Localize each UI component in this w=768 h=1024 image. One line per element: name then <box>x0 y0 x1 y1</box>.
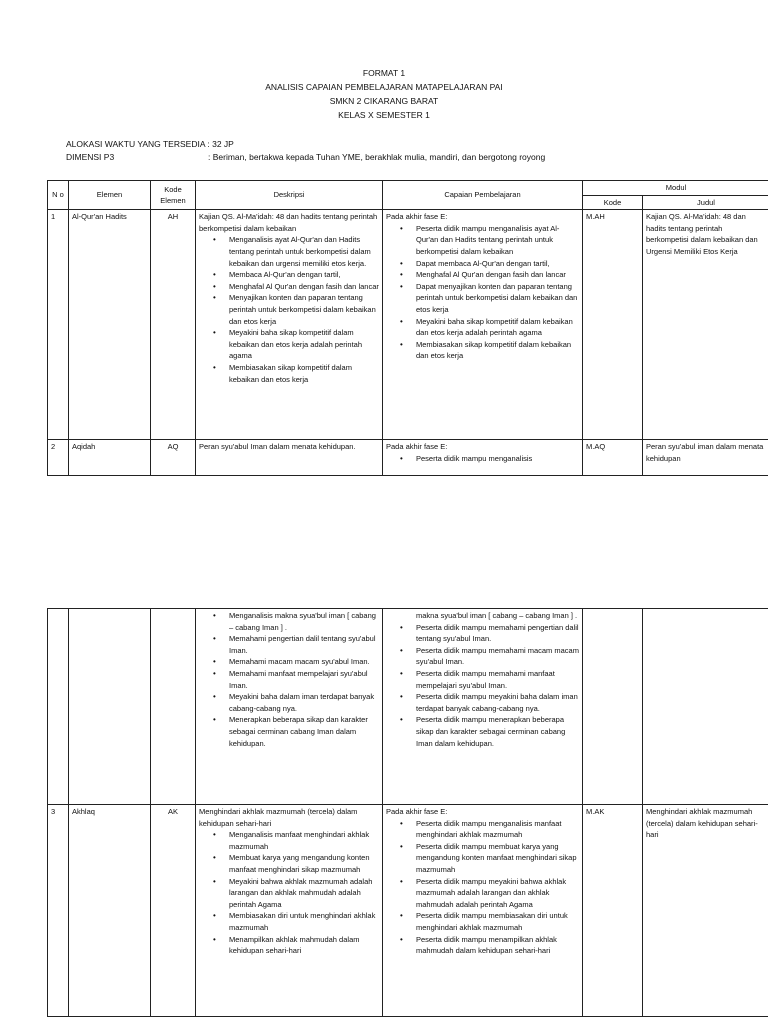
list-item: • Peserta didik mampu menganalisis manfaat menghindari akhlak mazmumah <box>416 818 579 841</box>
table-row <box>48 440 768 476</box>
row-elemen: Al-Qur'an Hadits <box>69 210 151 440</box>
col-kode-elemen-header: Kode Elemen <box>151 181 196 210</box>
list-item: • Meyakini bahwa akhlak mazmumah adalah larangan dan akhlak mahmudah adalah perintah Agama <box>229 876 379 911</box>
list-item: • Peserta didik mampu memahami manfaat mempelajari syu'abul Iman. <box>416 668 579 691</box>
list-item: • Peserta didik mampu memahami macam macam syu'abul Iman. <box>416 645 579 668</box>
list-item: • Membiasakan sikap kompetitif dalam kebaikan dan etos kerja <box>416 339 579 362</box>
row-kode-elemen: AQ <box>151 440 196 476</box>
col-judul-header: Judul <box>643 195 768 210</box>
dimensi-label: DIMENSI P3 <box>66 152 115 162</box>
table-row-continued <box>48 609 768 805</box>
capaian-list <box>386 453 579 465</box>
list-item: • Peserta didik mampu membiasakan diri untuk menghindari akhlak mazmumah <box>416 910 579 933</box>
col-kode-header: Kode <box>583 195 643 210</box>
deskripsi-intro: Menghindari akhlak mazmumah (tercela) dalam kehidupan sehari-hari <box>199 807 358 828</box>
list-item: • Menghafal Al Qur'an dengan fasih dan lancar <box>416 269 579 281</box>
list-item: • Meyakini baha dalam iman terdapat banyak cabang-cabang nya. <box>229 691 379 714</box>
row-modul-kode: M.AK <box>583 805 643 1017</box>
row-no: 2 <box>48 440 69 476</box>
row-capaian <box>383 609 583 805</box>
analysis-table <box>47 180 768 476</box>
list-item: • Menampilkan akhlak mahmudah dalam kehidupan sehari-hari <box>229 934 379 957</box>
deskripsi-list <box>199 610 379 749</box>
row-capaian <box>383 210 583 440</box>
list-item: • Peserta didik mampu menerapkan beberapa sikap dan karakter sebagai cerminan cabang Iman dalam kehidupan. <box>416 714 579 749</box>
list-item: • Memahami manfaat mempelajari syu'abul Iman. <box>229 668 379 691</box>
row-capaian <box>383 440 583 476</box>
table-header-row <box>48 181 768 196</box>
row-modul-judul: Peran syu'abul iman dalam menata kehidupan <box>643 440 768 476</box>
row-modul-judul: Menghindari akhlak mazmumah (tercela) dalam kehidupan sehari-hari <box>643 805 768 1017</box>
row-capaian <box>383 805 583 1017</box>
deskripsi-list <box>199 234 379 385</box>
deskripsi-intro: Peran syu'abul Iman dalam menata kehidupan. <box>199 442 356 452</box>
list-item: • Menganalisis manfaat menghindari akhlak mazmumah <box>229 829 379 852</box>
list-item: • Memahami pengertian dalil tentang syu'abul Iman. <box>229 633 379 656</box>
col-capaian-header: Capaian Pembelajaran <box>383 181 583 210</box>
list-item: • Menyajikan konten dan paparan tentang perintah untuk berkompetisi dalam kebaikan dan etos kerja <box>229 292 379 327</box>
document-page-1 <box>0 0 768 490</box>
analysis-title: ANALISIS CAPAIAN PEMBELAJARAN MATAPELAJARAN PAI <box>265 82 503 92</box>
list-item: • Peserta didik mampu meyakini baha dalam iman terdapat banyak cabang-cabang nya. <box>416 691 579 714</box>
list-item: • Peserta didik mampu membuat karya yang mengandung konten manfaat menghindari sikap mazmumah <box>416 841 579 876</box>
capaian-list <box>386 818 579 957</box>
row-deskripsi <box>196 440 383 476</box>
list-item: • Memahami macam macam syu'abul Iman. <box>229 656 379 668</box>
list-item: • Menganalisis ayat Al-Qur'an dan Hadits tentang perintah untuk berkompetisi dalam kebaikan dan urgensi memiliki etos kerja. <box>229 234 379 269</box>
capaian-intro: Pada akhir fase E: <box>386 442 448 452</box>
row-deskripsi <box>196 805 383 1017</box>
list-item: • Meyakini baha sikap kompetitif dalam kebaikan dan etos kerja adalah perintah agama <box>416 316 579 339</box>
table-row <box>48 805 768 1017</box>
row-deskripsi <box>196 609 383 805</box>
row-elemen: Akhlaq <box>69 805 151 1017</box>
list-item: • Peserta didik mampu menampilkan akhlak mahmudah dalam kehidupan sehari-hari <box>416 934 579 957</box>
row-kode-elemen: AH <box>151 210 196 440</box>
list-item: • Membaca Al-Qur'an dengan tartil, <box>229 269 379 281</box>
list-item: • Menerapkan beberapa sikap dan karakter sebagai cerminan cabang Iman dalam kehidupan. <box>229 714 379 749</box>
capaian-list <box>386 223 579 362</box>
col-deskripsi-header: Deskripsi <box>196 181 383 210</box>
capaian-intro: makna syua'bul iman [ cabang – cabang Iman ] . <box>416 611 578 620</box>
deskripsi-intro: Kajian QS. Al-Ma'idah: 48 dan hadits tentang perintah berkompetisi dalam kebaikan <box>199 212 378 233</box>
list-item: • Meyakini baha sikap kompetitif dalam kebaikan dan etos kerja adalah perintah agama <box>229 327 379 362</box>
school-name: SMKN 2 CIKARANG BARAT <box>329 96 439 106</box>
deskripsi-list <box>199 829 379 957</box>
list-item: • Peserta didik mampu meyakini bahwa akhlak mazmumah adalah larangan dan akhlak mahmudah adalah perintah Agama <box>416 876 579 911</box>
list-item: • Dapat membaca Al-Qur'an dengan tartil, <box>416 258 579 270</box>
list-item: • Membiasakan diri untuk menghindari akhlak mazmumah <box>229 910 379 933</box>
row-modul-judul: Kajian QS. Al-Ma'idah: 48 dan hadits tentang perintah berkompetisi dalam kebaikan dan Urgensi Memiliki Etos Kerja <box>643 210 768 440</box>
list-item: • Peserta didik mampu menganalisis ayat Al-Qur'an dan Hadits tentang perintah untuk berkompetisi dalam kebaikan <box>416 223 579 258</box>
table-row <box>48 210 768 440</box>
list-item: • Dapat menyajikan konten dan paparan tentang perintah untuk berkompetisi dalam kebaikan dan etos kerja <box>416 281 579 316</box>
class-semester: KELAS X SEMESTER 1 <box>338 110 430 120</box>
document-header <box>0 66 768 122</box>
col-modul-header: Modul <box>583 181 768 196</box>
col-no-header: N o <box>48 181 69 210</box>
list-item: • Menghafal Al Qur'an dengan fasih dan lancar <box>229 281 379 293</box>
col-elemen-header: Elemen <box>69 181 151 210</box>
format-title: FORMAT 1 <box>362 68 406 78</box>
row-no: 1 <box>48 210 69 440</box>
list-item: • Peserta didik mampu memahami pengertian dalil tentang syu'abul Iman. <box>416 622 579 645</box>
row-kode-elemen: AK <box>151 805 196 1017</box>
row-elemen: Aqidah <box>69 440 151 476</box>
list-item: • Menganalisis makna syua'bul iman [ cabang – cabang Iman ] . <box>229 610 379 633</box>
row-modul-kode: M.AH <box>583 210 643 440</box>
analysis-table-continued <box>47 608 768 1017</box>
dimensi-value: : Beriman, bertakwa kepada Tuhan YME, berakhlak mulia, mandiri, dan bergotong royong <box>208 152 546 162</box>
alokasi-waktu: ALOKASI WAKTU YANG TERSEDIA : 32 JP <box>66 139 234 149</box>
row-modul-kode: M.AQ <box>583 440 643 476</box>
list-item: • Membuat karya yang mengandung konten manfaat menghindari sikap mazmumah <box>229 852 379 875</box>
capaian-intro: Pada akhir fase E: <box>386 807 448 816</box>
row-deskripsi <box>196 210 383 440</box>
capaian-list <box>386 622 579 750</box>
capaian-intro: Pada akhir fase E: <box>386 212 448 222</box>
row-no: 3 <box>48 805 69 1017</box>
list-item: • Peserta didik mampu menganalisis <box>416 453 579 465</box>
list-item: • Membiasakan sikap kompetitif dalam kebaikan dan etos kerja <box>229 362 379 385</box>
